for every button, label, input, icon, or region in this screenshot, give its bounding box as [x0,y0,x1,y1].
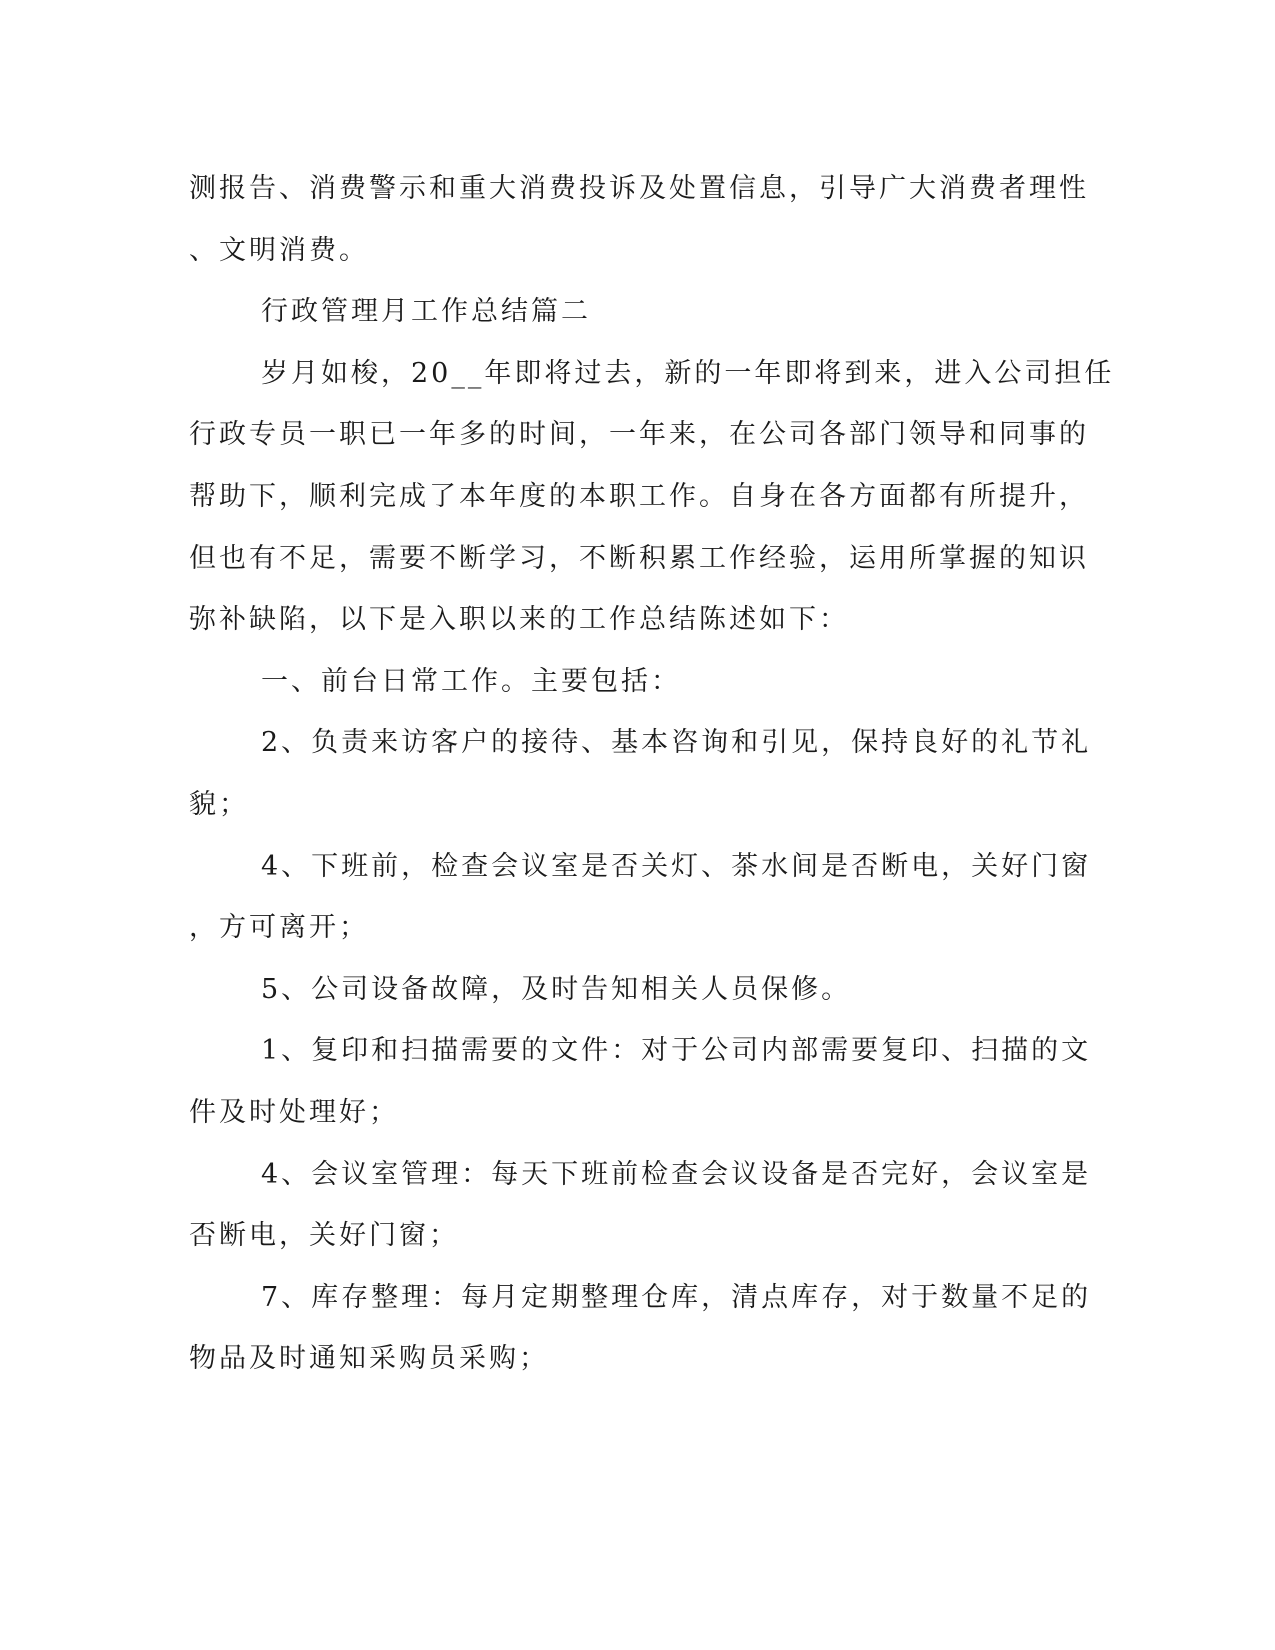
text-line: 4、下班前，检查会议室是否关灯、茶水间是否断电，关好门窗 [261,850,1092,882]
text-line: 行政专员一职已一年多的时间，一年来，在公司各部门领导和同事的 [189,419,1089,451]
text-line: 4、会议室管理：每天下班前检查会议设备是否完好，会议室是 [261,1158,1092,1190]
text-line: 物品及时通知采购员采购； [189,1343,549,1375]
text-line: 岁月如梭，20__年即将过去，新的一年即将到来，进入公司担任 [261,357,1115,389]
text-line: 件及时处理好； [189,1096,399,1128]
text-line: 但也有不足，需要不断学习，不断积累工作经验，运用所掌握的知识 [189,542,1089,574]
text-line: 2、负责来访客户的接待、基本咨询和引见，保持良好的礼节礼 [261,727,1092,759]
section-heading: 行政管理月工作总结篇二 [261,296,591,328]
text-line: 1、复印和扫描需要的文件：对于公司内部需要复印、扫描的文 [261,1035,1092,1067]
text-line: 弥补缺陷，以下是入职以来的工作总结陈述如下： [189,604,849,636]
text-line: 帮助下，顺利完成了本年度的本职工作。自身在各方面都有所提升， [189,480,1089,512]
text-line: 否断电，关好门窗； [189,1220,459,1252]
text-line: 貌； [189,788,249,820]
document-body [189,158,1115,1390]
text-line: 7、库存整理：每月定期整理仓库，清点库存，对于数量不足的 [261,1281,1092,1313]
text-line: 测报告、消费警示和重大消费投诉及处置信息，引导广大消费者理性 [189,173,1089,204]
text-line: 、文明消费。 [189,234,369,266]
text-line: 一、前台日常工作。主要包括： [261,665,681,697]
text-line: ，方可离开； [189,912,369,944]
text-line: 5、公司设备故障，及时告知相关人员保修。 [261,973,852,1005]
